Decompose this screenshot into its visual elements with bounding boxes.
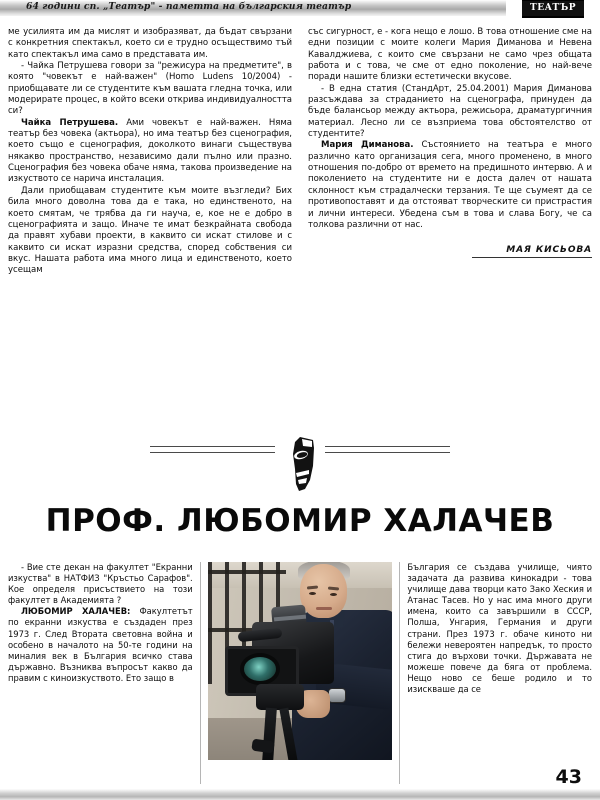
feature-question: - Вие сте декан на факултет "Екранни изкуства" в НАТФИЗ "Кръстьо Сарафов". Кое определя присъствието на този факултет в Академията ? — [8, 562, 193, 606]
divider-rule-right — [325, 446, 450, 453]
page-number: 43 — [555, 766, 582, 788]
answer-2-body: Ами човекът е най-важен. Няма театър без човека (актьора), но има театър без сценография, което също е сценография, доколкото винаги съществува някакво пространство, независимо дали пълно или празно. Сценография без човека обаче няма, такова произведение на изкуството се нарича инсталация. — [8, 117, 292, 185]
feature-right-text: България се създава училище, чиято задачата да развива кинокадри - това училище дава творци като Зако Хеския и Атанас Тасев. Но у нас има много други имена, които са завършили в СССР, Полша, Унгария, Германия и други страни. През 1973 г. обаче киното ни бележи невероятен напредък, то просто стига до върхови точки. Държавата не можеше повече да бяга от проблема. Нещо ново се беше родило и то изискваше да се — [407, 562, 593, 695]
paragraph-continued-right: със сигурност, е - кога нещо е лошо. В това отношение сме на едни позиции с моите колеги Мария Диманова и Невена Кавалджиева, с които сме свързани не само чрез общата работа и с това, че сме от едно поколение, но най-вече поради нашите близки естетически вкусове. — [308, 27, 592, 83]
top-article-left-column — [8, 27, 292, 417]
photo-camera-lens — [244, 657, 276, 681]
page-header — [0, 0, 600, 16]
interview-answer-2-continued: Дали приобщавам студентите към моите възгледи? Бих била много доволна това да е така, но единственото, на което смятам, че трябва да ги науча, е, кое не е добро в сценографията и защо. Иначе те имат безкрайната свобода да правят хубави проекти, в каквито си искат стилове и с каквито си искат изразни средства, според собствения си вкус. Нашата работа има много лица и единственото, което усещам — [8, 185, 292, 276]
photo-halachev-with-camera — [208, 562, 392, 760]
header-title: 64 години сп. „Театър" - паметта на българския театър — [26, 1, 352, 12]
feature-body — [8, 562, 592, 784]
article-byline: МАЯ КИСЬОВА — [506, 245, 592, 256]
interview-question-1: - Чайка Петрушева говори за "режисура на предметите", в която "човекът е най-важен" (Homo Ludens 10/2004) - приобщавате ли се студентите към вашата гледна точка, или модерирате процес, в който всеки открива индивидуалността си? — [8, 61, 292, 117]
interview-answer-4 — [308, 140, 592, 231]
photo-wristwatch — [328, 688, 346, 703]
photo-tripod-head — [256, 684, 304, 710]
paragraph-continued: ме усилията им да мислят и изобразяват, да бъдат свързани с конкретния спектакъл, което си е трудно осъществимо тъй като спектакъл има само в представата им. — [8, 27, 292, 60]
feature-photo-cell — [208, 562, 393, 784]
top-article — [8, 27, 592, 417]
column-divider-left — [200, 562, 201, 784]
speaker-name-dimanova: Мария Диманова. — [321, 140, 414, 151]
photo-fence-rail-top — [208, 570, 286, 574]
feature-left-column — [8, 562, 193, 784]
footer-gradient-bar — [0, 789, 600, 800]
feature-answer — [8, 606, 193, 684]
interview-answer-2 — [8, 118, 292, 186]
speaker-name-petrusheva: Чайка Петрушева. — [21, 117, 119, 128]
divider-rule-left — [150, 446, 275, 453]
interview-question-3: - В една статия (СтандАрт, 25.04.2001) Мария Диманова разсъждава за страданието на сценографа, принуден да бъде балансьор между актьора, режисьора, драматургичния материал. Лесно ли се възприема това обстоятелство от студентите? — [308, 83, 592, 140]
column-divider-right — [399, 562, 400, 784]
feature-headline: ПРОФ. ЛЮБОМИР ХАЛАЧЕВ — [45, 503, 555, 539]
feature-answer-body: Факултетът по екранни изкуства е създаден през 1973 г. След Втората световна война и особено в началото на 50-те години на миналия век в България всичко става държавно. Възниква въпросът какво да правим с киноизкуството. Ето защо в — [8, 606, 193, 683]
section-divider — [0, 438, 600, 496]
feature-right-column — [407, 562, 592, 784]
top-article-right-column — [308, 27, 592, 417]
photo-eye-left — [309, 592, 316, 595]
theatre-magazine-logo: ТЕАТЪР — [522, 0, 584, 18]
answer-4-body: Състоянието на театъра е много различно като организация сега, много променено, в много отношения по-добро от времето на предишното интервю. А и поколението на студентите ни е доста далеч от нашата склонност към страдалчески терзания. Те ще съумеят да се противопоставят и да отстояват творческите си пристрастия и лични интереси. Убедена съм в това и слава Богу, че са толкова различни от нас. — [308, 140, 592, 230]
speaker-name-halachev: ЛЮБОМИР ХАЛАЧЕВ: — [21, 606, 131, 617]
photo-mouth — [316, 607, 332, 610]
byline-underline — [472, 257, 592, 258]
photo-eye-right — [330, 593, 337, 596]
theatre-mask-icon — [283, 436, 317, 492]
